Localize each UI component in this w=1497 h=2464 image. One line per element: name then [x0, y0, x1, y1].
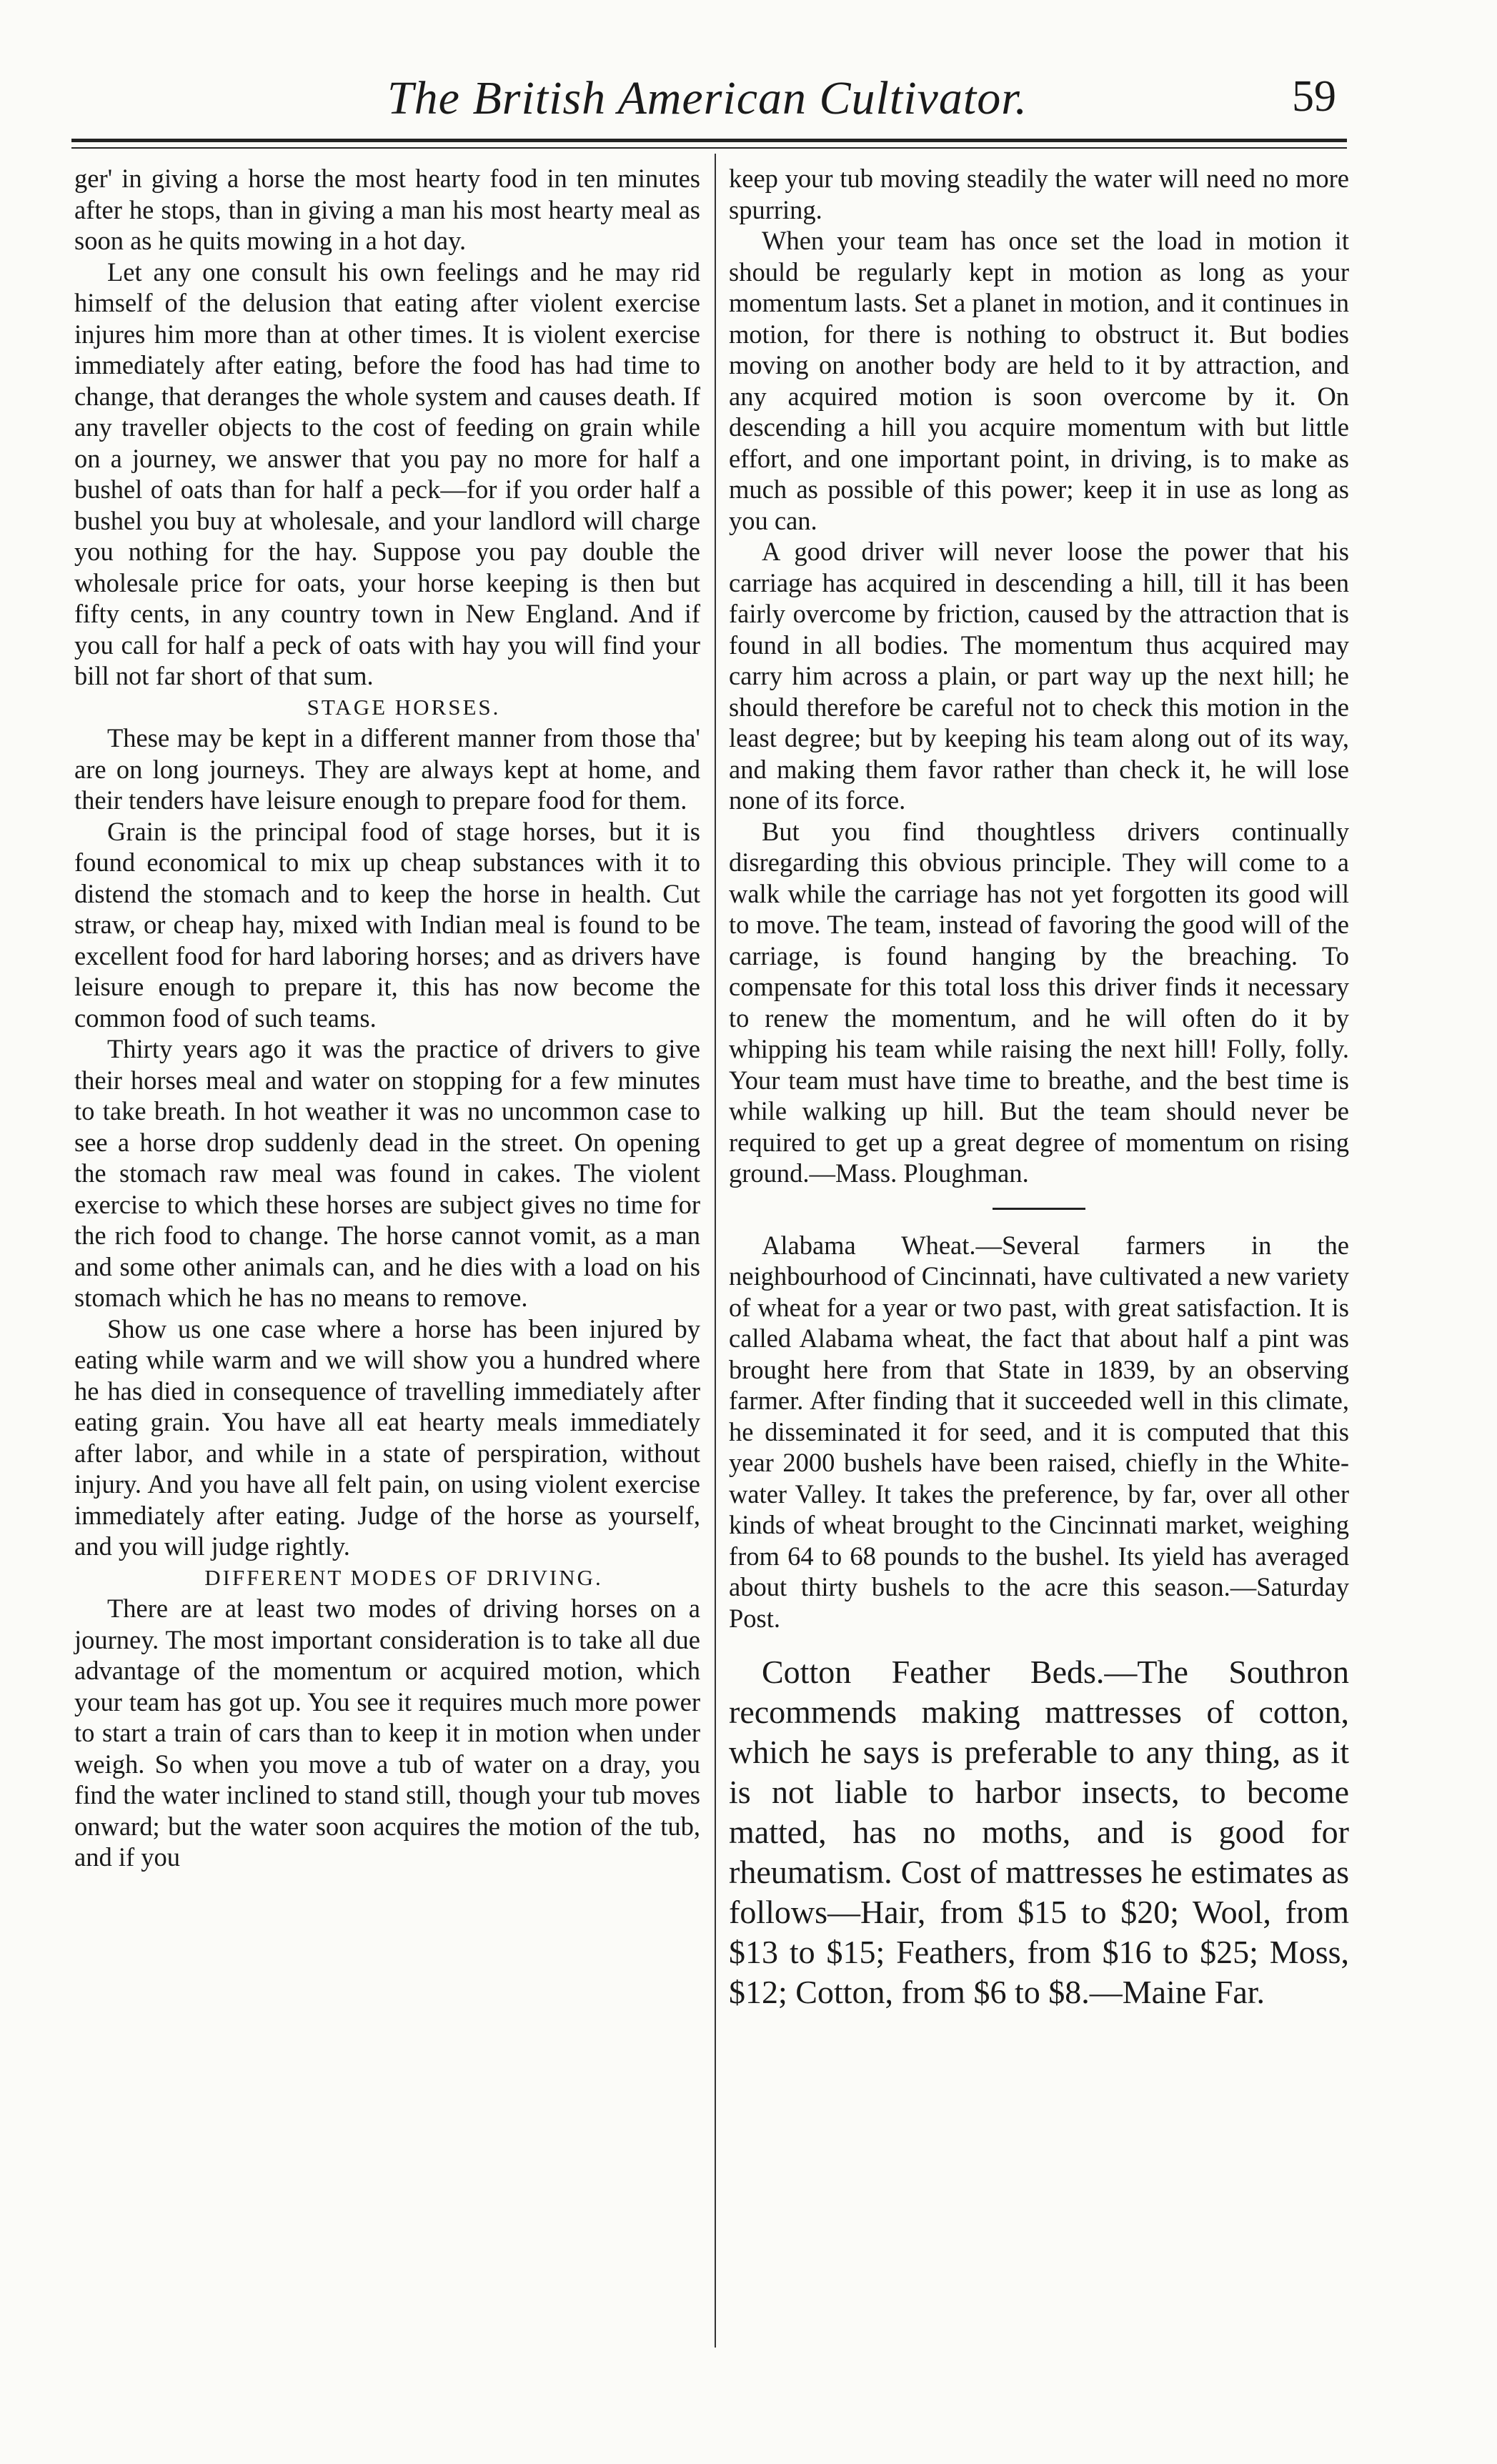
page-number: 59 — [1292, 72, 1336, 121]
large-type-article — [729, 1652, 1349, 2012]
paragraph: Cotton Feather Beds.—The Southron recommends making mattresses of cotton, which he says is preferable to any thing, as it is not liable to harbor insects, to become matted, has no moths, and is good for rheumatism. Cost of mattresses he estimates as follows—Hair, from $15 to $20; Wool, from $13 to $15; Feathers, from $16 to $25; Moss, $12; Cotton, from $6 to $8.—Maine Far. — [729, 1654, 1349, 2010]
paragraph: Thirty years ago it was the practice of drivers to give their horses meal and water on stopping for a few minutes to take breath. In hot weather it was no uncommon case to see a horse drop suddenly dead in the street. On opening the stomach raw meal was found in cakes. The violent exercise to which these horses are subject gives no time for the rich food to change. The horse cannot vomit, as a man and some other animals can, and he dies with a load on his stomach which he has no means to remove. — [74, 1034, 700, 1312]
header-rule-thin — [71, 147, 1347, 149]
section-heading: STAGE HORSES. — [307, 694, 501, 720]
header-rule-thick — [71, 139, 1347, 142]
paragraph: There are at least two modes of driving horses on a journey. The most important consideration is to take all due advantage of the momentum or acquired motion, which your team has got up. You see it requires much more power to start a train of cars than to keep it in motion when under weigh. So when you move a tub of water on a dray, you find the water inclined to stand still, though your tub moves onward; but the water soon acquires the motion of the tub, and if you — [74, 1594, 700, 1872]
paragraph: But you find thoughtless drivers continually disregarding this obvious principle. They will come to a walk while the carriage has not yet forgotten its good will to move. The team, instead of favoring the good will of the carriage, is found hanging by the breaching. To compensate for this total loss this driver finds it necessary to renew the momentum, and he will often do it by whipping his team while raising the next hill! Folly, folly. Your team must have time to breathe, and the best time is while walking up hill. But the team should never be required to get up a great degree of momentum on rising ground.—Mass. Ploughman. — [729, 816, 1349, 1188]
paragraph: Show us one case where a horse has been injured by eating while warm and we will show you a hundred where he has died in consequence of travelling immediately after eating grain. You have all eat hearty meals immediately after labor, and while in a state of perspiration, without injury. And you have all felt pain, on using violent exercise immediately after eating. Judge of the horse as yourself, and you will judge rightly. — [74, 1313, 700, 1561]
column-divider — [715, 154, 716, 2348]
left-column — [74, 163, 700, 1873]
page-header — [71, 50, 1343, 136]
right-column — [729, 163, 1349, 2012]
paragraph: When your team has once set the load in motion it should be regularly kept in motion as long as your momentum lasts. Set a planet in motion, and it continues in motion, for there is nothing to obstruct it. But bodies moving on another body are held to it by attraction, and any acquired motion is soon overcome by it. On descending a hill you acquire momentum with but little effort, and one important point, in driving, is to make as much as possible of this power; keep it in use as long as you can. — [729, 226, 1349, 535]
paragraph: Alabama Wheat.—Several farmers in the neighbourhood of Cincinnati, have cultivated a new variety of wheat for a year or two past, with great satisfaction. It is called Alabama wheat, the fact that about half a pint was brought here from that State in 1839, by an observing farmer. After finding that it succeeded well in this climate, he disseminated it for seed, and it is computed that this year 2000 bushels have been raised, chiefly in the White-water Valley. It takes the preference, by far, over all other kinds of wheat brought to the Cincinnati market, weighing from 64 to 68 pounds to the bushel. Its yield has averaged about thirty bushels to the acre this season.—Saturday Post. — [729, 1230, 1349, 1633]
paragraph: Let any one consult his own feelings and he may rid himself of the delusion that eating after violent exercise injures him more than at other times. It is violent exercise immediately after eating, before the food has had time to change, that deranges the whole system and causes death. If any traveller objects to the cost of feeding on grain while on a journey, we answer that you pay no more for half a bushel of oats than for half a peck—for if you order half a bushel you buy at wholesale, and your landlord will charge you nothing for the hay. Suppose you pay double the wholesale price for oats, your horse keeping is then but fifty cents, in any country town in New England. And if you call for half a peck of oats with hay you will find your bill not far short of that sum. — [74, 257, 700, 690]
paragraph: ger' in giving a horse the most hearty food in ten minutes after he stops, than in giving a man his most hearty meal as soon as he quits mowing in a hot day. — [74, 164, 700, 255]
article-divider — [993, 1208, 1085, 1210]
paragraph: These may be kept in a different manner from those tha' are on long journeys. They are always kept at home, and their tenders have leisure enough to prepare food for them. — [74, 723, 700, 815]
running-title: The British American Cultivator. — [387, 72, 1028, 124]
paragraph: A good driver will never loose the power that his carriage has acquired in descending a hill, till it has been fairly overcome by friction, caused by the attraction that is found in all bodies. The momentum thus acquired may carry him across a plain, or part way up the next hill; he should therefore be careful not to check this motion in the least degree; but by keeping his team along out of its way, and making them favor rather than check it, he will lose none of its force. — [729, 537, 1349, 815]
paragraph: Grain is the principal food of stage horses, but it is found economical to mix up cheap substances with it to distend the stomach and to keep the horse in health. Cut straw, or cheap hay, mixed with Indian meal is found to be excellent food for hard laboring horses; and as drivers have leisure enough to prepare it, this has now become the common food of such teams. — [74, 816, 700, 1033]
paragraph: keep your tub moving steadily the water will need no more spurring. — [729, 164, 1349, 224]
section-heading: DIFFERENT MODES OF DRIVING. — [204, 1564, 603, 1590]
